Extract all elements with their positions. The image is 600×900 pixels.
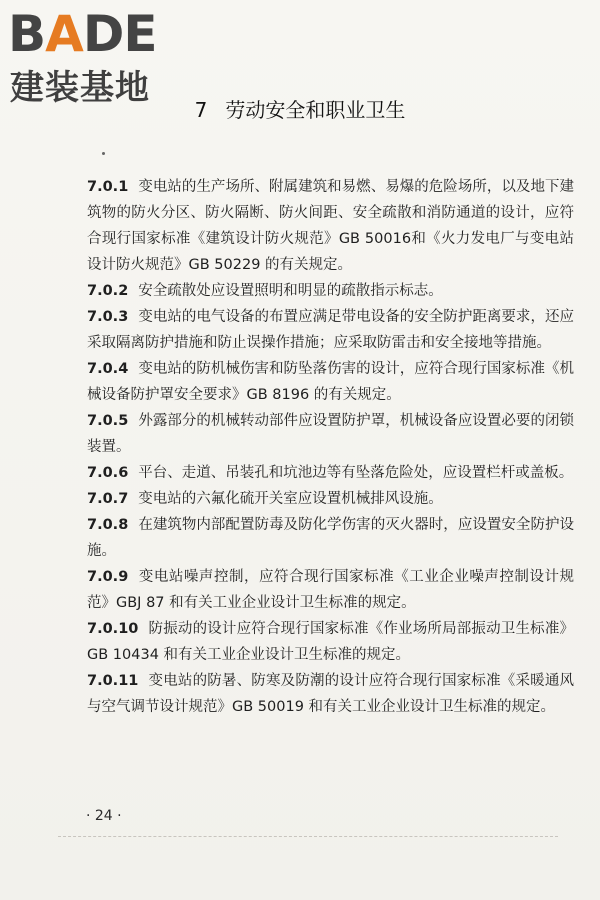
logo-letter-d: D	[82, 5, 124, 63]
clause-text: 外露部分的机械转动部件应设置防护罩，机械设备应设置必要的闭锁装置。	[87, 413, 574, 455]
clause-text: 安全疏散处应设置照明和明显的疏散指示标志。	[138, 283, 443, 299]
chapter-number: 7	[194, 98, 208, 122]
logo-letter-b: B	[8, 5, 46, 63]
clause-number: 7.0.6	[87, 465, 129, 481]
clause-number: 7.0.11	[87, 673, 139, 689]
clause-7-0-1	[87, 174, 574, 278]
clause-text: 变电站的防机械伤害和防坠落伤害的设计，应符合现行国家标准《机械设备防护罩安全要求》GB 8196 的有关规定。	[87, 361, 574, 403]
clause-text: 平台、走道、吊装孔和坑池边等有坠落危险处，应设置栏杆或盖板。	[138, 465, 574, 481]
clause-number: 7.0.1	[87, 179, 129, 195]
clause-7-0-10	[87, 616, 574, 668]
clause-7-0-11	[87, 668, 574, 720]
clause-number: 7.0.5	[87, 413, 129, 429]
chapter-title-text: 劳动安全和职业卫生	[225, 98, 406, 122]
logo-text-bottom: 建装基地	[10, 68, 150, 108]
clause-7-0-8	[87, 512, 574, 564]
clause-7-0-9	[87, 564, 574, 616]
clause-7-0-3	[87, 304, 574, 356]
scan-dot	[102, 152, 105, 155]
clause-7-0-7	[87, 486, 574, 512]
logo-letter-a: A	[45, 5, 83, 63]
clause-7-0-5	[87, 408, 574, 460]
logo-letter-e: E	[123, 5, 157, 63]
clause-number: 7.0.2	[87, 283, 129, 299]
clause-number: 7.0.10	[87, 621, 139, 637]
logo-text-top	[8, 6, 157, 62]
clause-number: 7.0.7	[87, 491, 129, 507]
clause-number: 7.0.4	[87, 361, 129, 377]
clause-text: 变电站噪声控制，应符合现行国家标准《工业企业噪声控制设计规范》GBJ 87 和有关工业企业设计卫生标准的规定。	[87, 569, 574, 611]
clause-text: 变电站的六氟化硫开关室应设置机械排风设施。	[138, 491, 443, 507]
footer-divider	[58, 836, 558, 838]
clause-number: 7.0.9	[87, 569, 129, 585]
brand-logo	[8, 6, 178, 106]
clause-number: 7.0.3	[87, 309, 129, 325]
clause-7-0-6	[87, 460, 574, 486]
clause-text: 变电站的生产场所、附属建筑和易燃、易爆的危险场所，以及地下建筑物的防火分区、防火隔断、防火间距、安全疏散和消防通道的设计，应符合现行国家标准《建筑设计防火规范》GB 50016和《火力发电厂与变电站设计防火规范》GB 50229 的有关规定。	[87, 179, 574, 273]
page-number: · 24 ·	[86, 808, 122, 824]
clause-text: 变电站的防暑、防寒及防潮的设计应符合现行国家标准《采暖通风与空气调节设计规范》GB 50019 和有关工业企业设计卫生标准的规定。	[87, 673, 574, 715]
chapter-content	[87, 174, 574, 720]
clause-text: 在建筑物内部配置防毒及防化学伤害的灭火器时，应设置安全防护设施。	[87, 517, 574, 559]
clause-number: 7.0.8	[87, 517, 129, 533]
clause-7-0-2	[87, 278, 574, 304]
clause-text: 变电站的电气设备的布置应满足带电设备的安全防护距离要求，还应采取隔离防护措施和防止误操作措施；应采取防雷击和安全接地等措施。	[87, 309, 574, 351]
clause-7-0-4	[87, 356, 574, 408]
chapter-title	[0, 96, 600, 124]
clause-text: 防振动的设计应符合现行国家标准《作业场所局部振动卫生标准》GB 10434 和有关工业企业设计卫生标准的规定。	[87, 621, 574, 663]
